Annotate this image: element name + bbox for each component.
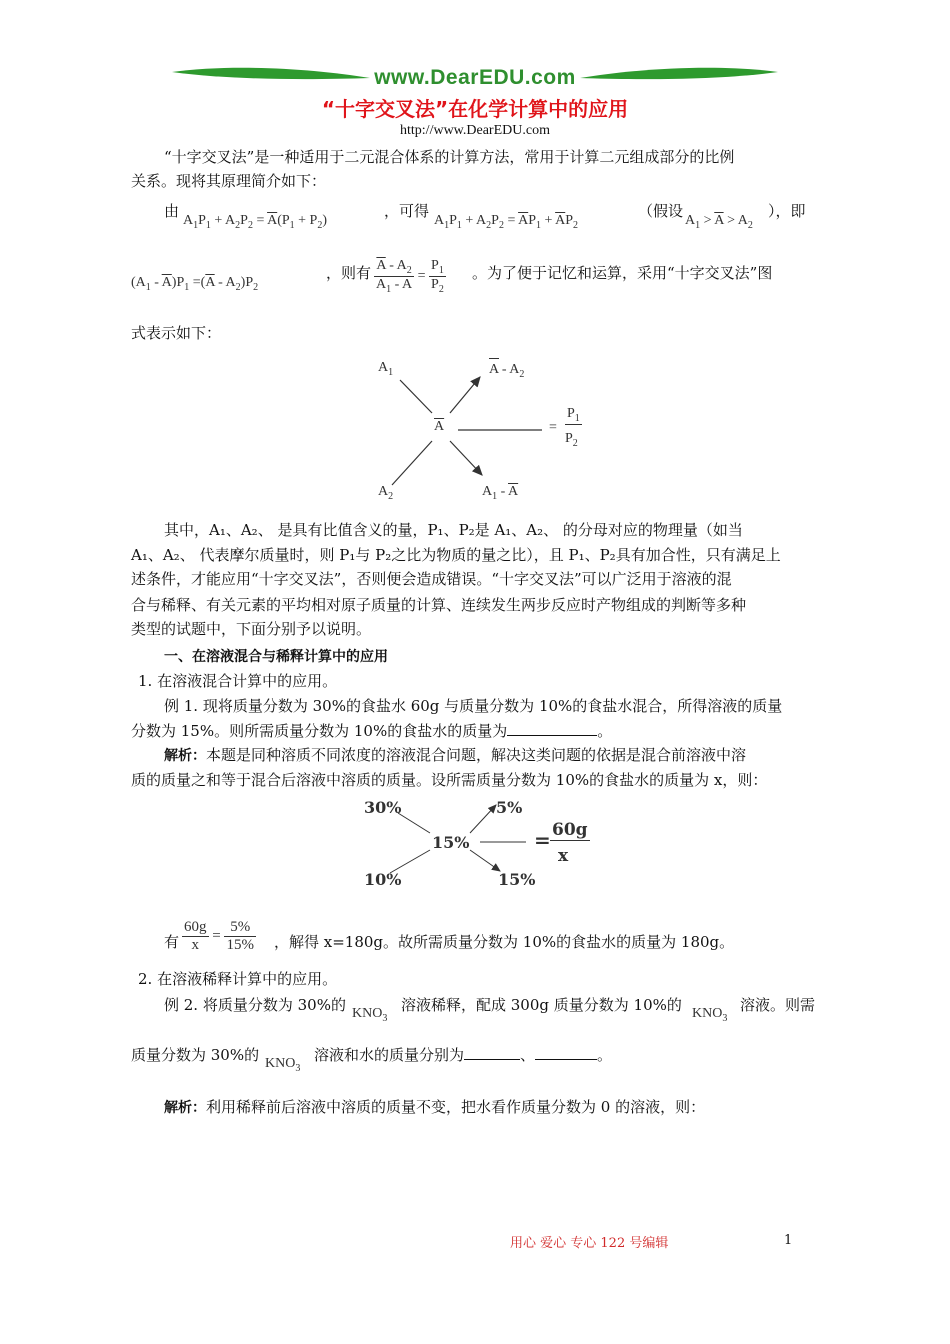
example-2-a: 例 2. 将质量分数为 30%的 [164, 996, 346, 1014]
example-1-line-2 [131, 719, 612, 743]
cross2-top-left: 30% [364, 798, 402, 817]
result-num1: 60g [184, 919, 207, 935]
answer-blank-1 [507, 721, 597, 736]
explain-line-5: 类型的试题中，下面分别予以说明。 [131, 620, 372, 638]
example-2-sep: 、 [520, 1046, 536, 1064]
analysis-2-line [164, 1095, 705, 1120]
cross-den: P [565, 431, 573, 446]
answer-blank-3 [535, 1045, 597, 1060]
analysis-1-label: 解析： [164, 748, 206, 764]
cross2-center: 15% [432, 833, 470, 852]
result-you: 有 [164, 933, 180, 951]
formula-expanded-equation: $A_1P_1 + A_2P_2 = \overline{A}P_1 + \overline{A}P_2$ [434, 213, 579, 231]
analysis-1-line-1 [164, 743, 746, 768]
cross2-bottom-left: 10% [364, 870, 402, 889]
example-2-end: 。 [597, 1046, 613, 1064]
cross2-top-right: 5% [496, 798, 523, 817]
site-logo-text: www.DearEDU.com [374, 66, 576, 89]
cross-center: $\overline{A}$ [434, 419, 445, 434]
page-number: 1 [784, 1233, 793, 1248]
arrow2-bottom-right [470, 850, 500, 871]
section-heading-1: 一、在溶液混合与稀释计算中的应用 [164, 649, 388, 665]
explain-line-3: 述条件，才能应用“十字交叉法”，否则便会造成错误。“十字交叉法”可以广泛用于溶液的混 [131, 570, 732, 588]
source-url: http://www.DearEDU.com [400, 123, 550, 138]
result-den2: 15% [226, 937, 254, 953]
text-ji: ），即 [768, 202, 806, 220]
cross2-bottom-right: 15% [498, 870, 536, 889]
analysis-1-text: 本题是同种溶质不同浓度的溶液混合问题，解决这类问题的依据是混合前溶液中溶 [206, 746, 747, 764]
cross-top-left-label: $A_1$ [378, 360, 394, 378]
intro-line-shishi: 式表示如下： [131, 324, 222, 342]
cross-top-left: A [378, 360, 389, 375]
cross2-den: x [558, 846, 569, 866]
explain-line-4: 合与稀释、有关元素的平均相对原子质量的计算、连续发生两步反应时产物组成的判断等多种 [131, 596, 747, 614]
example-2-e-line [314, 1043, 612, 1067]
arrow-top-left [400, 380, 432, 413]
analysis-2-text: 利用稀释前后溶液中溶质的质量不变，把水看作质量分数为 0 的溶液，则： [206, 1098, 706, 1116]
formula-rearranged: $(A_1 - \overline{A})P_1 =(\overline{A} - A_2)P_2$ [131, 275, 259, 293]
text-jiashe: （假设 [638, 202, 684, 220]
text-you: 由 [164, 202, 180, 220]
cross2-num: 60g [552, 820, 588, 840]
kno3-label-2: KNO [692, 1006, 723, 1021]
text-zeyou: ，则有 [326, 264, 372, 282]
result-den1: x [191, 937, 199, 953]
subsection-2: 2. 在溶液稀释计算中的应用。 [138, 970, 338, 988]
example-1-line-1: 例 1. 现将质量分数为 30%的食盐水 60g 与质量分数为 10%的食盐水混合，所得溶液的质量 [164, 697, 783, 715]
cross-top-right: A - A [489, 362, 520, 377]
arrow-bottom-left [392, 441, 432, 485]
cross-ratio-num: $P_1$ [567, 406, 580, 424]
example-1-end: 。 [597, 722, 613, 740]
kno3-formula-2: $KNO_3$ [692, 1006, 728, 1024]
formula-ratio: $\frac{\overline{A} - A_2}{A_1 - \overline{A}}$ = $\frac{P_1}{P_2}$ [376, 258, 444, 295]
text-after-ratio: 。为了便于记忆和运算，采用“十字交叉法”图 [472, 264, 773, 282]
kno3-label-1: KNO [352, 1006, 383, 1021]
example-2-d: 质量分数为 30%的 [131, 1046, 260, 1064]
cross-bottom-left-label: $A_2$ [378, 484, 394, 502]
result-num2: 5% [224, 919, 256, 937]
example-2-b: 溶液稀释，配成 300g 质量分数为 10%的 [401, 996, 682, 1014]
explain-line-2: A₁、A₂、 代表摩尔质量时，则 P₁与 P₂之比为物质的量之比），且 P₁、P₂具有加合性，只有满足上 [131, 546, 781, 564]
analysis-1-line-2: 质的质量之和等于混合后溶液中溶质的质量。设所需质量分数为 10%的食盐水的质量为 x，则： [131, 771, 768, 789]
explain-line-1: 其中，A₁、A₂、 是具有比值含义的量，P₁、P₂是 A₁、A₂、 的分母对应的物理量（如当 [164, 521, 743, 539]
kno3-formula-3: $KNO_3$ [265, 1056, 301, 1074]
arrow2-top-left [398, 813, 430, 833]
cross-top-right-label: A - $A_2$ [489, 362, 525, 380]
subsection-1: 1. 在溶液混合计算中的应用。 [138, 672, 338, 690]
intro-line-2: 关系。现将其原理简介如下： [131, 172, 327, 190]
result-eq: = [212, 927, 221, 944]
cross-bottom-right-label: $A_1 - \overline{A}$ [482, 484, 519, 502]
result-fraction [182, 919, 256, 954]
formula-mix-equation: $A_1P_1 + A_2P_2 = \overline{A}(P_1 + P_2)$ [183, 213, 328, 231]
kno3-formula-1: $KNO_3$ [352, 1006, 388, 1024]
page-title: “十字交叉法”在化学计算中的应用 [321, 97, 629, 121]
cross-num: P [567, 406, 575, 421]
example-2-e: 溶液和水的质量分别为 [314, 1046, 465, 1064]
cross2-eq: = [534, 828, 551, 852]
arrow-top-right [450, 377, 480, 413]
example-2-c: 溶液。则需 [740, 996, 816, 1014]
kno3-label-3: KNO [265, 1056, 296, 1071]
footer-motto: 用心 爱心 专心 122 号编辑 [510, 1236, 669, 1251]
result-text: ，解得 x=180g。故所需质量分数为 10%的食盐水的质量为 180g。 [274, 933, 735, 951]
answer-blank-2 [464, 1045, 520, 1060]
formula-assumption: $A_1 > \overline{A} > A_2$ [685, 213, 753, 231]
arrow-bottom-right [450, 441, 482, 475]
intro-line-1: “十字交叉法”是一种适用于二元混合体系的计算方法，常用于计算二元组成部分的比例 [164, 148, 735, 166]
cross-ratio-den: $P_2$ [565, 431, 578, 449]
overline-mark-top-right [489, 358, 499, 359]
arrow2-top-right [470, 805, 496, 833]
analysis-2-label: 解析： [164, 1100, 206, 1116]
text-kede: ，可得 [384, 202, 430, 220]
example-1-text: 分数为 15%。则所需质量分数为 10%的食盐水的质量为 [131, 722, 508, 740]
cross-eq: = [549, 420, 557, 435]
site-banner [170, 64, 780, 94]
cross-bottom-left: A [378, 484, 389, 499]
